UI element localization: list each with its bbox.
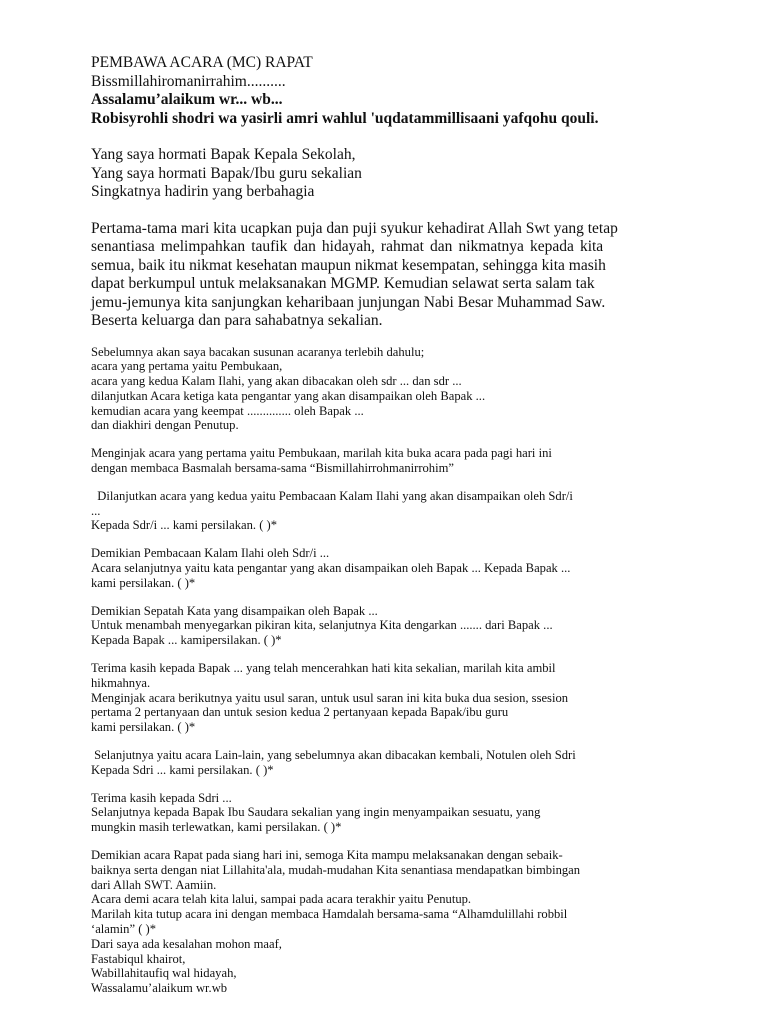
bismillah-line: Bissmillahiromanirrahim..........: [91, 72, 286, 90]
text-line: Fastabiqul khairot,: [91, 951, 186, 966]
kata-pengantar-block: [91, 546, 691, 590]
usul-saran-block: [91, 661, 691, 735]
text-line: mungkin masih terlewatkan, kami persilakan. ( )*: [91, 820, 342, 835]
opening-paragraph: [91, 220, 691, 331]
document-page: [91, 54, 691, 996]
text-line: Wabillahitaufiq wal hidayah,: [91, 966, 237, 981]
text-line: Kepada Sdr/i ... kami persilakan. ( )*: [91, 518, 278, 533]
text-line: Selanjutnya kepada Bapak Ibu Saudara sekalian yang ingin menyampaikan sesuatu, yang: [91, 805, 541, 820]
terima-kasih-block: [91, 791, 691, 835]
greeting-line: Singkatnya hadirin yang berbahagia: [91, 183, 315, 200]
agenda-line: dan diakhiri dengan Penutup.: [91, 418, 239, 433]
text-line: Kepada Sdri ... kami persilakan. ( )*: [91, 762, 274, 777]
text-line: Dilanjutkan acara yang kedua yaitu Pembacaan Kalam Ilahi yang akan disampaikan oleh Sdr/i: [91, 488, 573, 503]
agenda-line: dilanjutkan Acara ketiga kata pengantar yang akan disampaikan oleh Bapak ...: [91, 388, 486, 403]
text-line: Menginjak acara berikutnya yaitu usul saran, untuk usul saran ini kita buka dua sesion, ssesion: [91, 690, 569, 705]
document-title: [91, 54, 691, 128]
text-line: Terima kasih kepada Bapak ... yang telah mencerahkan hati kita sekalian, marilah kita ambil: [91, 661, 556, 676]
text-line: ‘alamin” ( )*: [91, 922, 157, 936]
text-line: dari Allah SWT. Aamiin.: [91, 877, 217, 892]
opening-block: [91, 446, 691, 476]
paragraph-line: dapat berkumpul untuk melaksanakan MGMP. Kemudian selawat serta salam tak: [91, 275, 595, 292]
text-line: kami persilakan. ( )*: [91, 575, 196, 590]
text-line: dengan membaca Basmalah bersama-sama “Bismillahirrohmanirrohim”: [91, 461, 454, 476]
text-line: Untuk menambah menyegarkan pikiran kita, selanjutnya Kita dengarkan ....... dari Bapak ...: [91, 618, 553, 633]
text-line: Demikian Pembacaan Kalam Ilahi oleh Sdr/i ...: [91, 546, 330, 561]
text-line: Demikian Sepatah Kata yang disampaikan oleh Bapak ...: [91, 603, 378, 618]
agenda-line: Sebelumnya akan saya bacakan susunan acaranya terlebih dahulu;: [91, 344, 425, 359]
text-line: ...: [91, 503, 101, 518]
text-line: hikmahnya.: [91, 675, 151, 690]
agenda-line: kemudian acara yang keempat .............. oleh Bapak ...: [91, 403, 364, 418]
text-line: Acara demi acara telah kita lalui, sampai pada acara terakhir yaitu Penutup.: [91, 892, 472, 907]
text-line: Marilah kita tutup acara ini dengan membaca Hamdalah bersama-sama “Alhamdulillahi robbil: [91, 907, 568, 922]
closing-block: [91, 848, 691, 996]
paragraph-line: Pertama-tama mari kita ucapkan puja dan puji syukur kehadirat Allah Swt yang tetap: [91, 219, 618, 237]
text-line: baiknya serta dengan niat Lillahita'ala, mudah-mudahan Kita senantiasa mendapatkan bimbingan: [91, 862, 581, 877]
sepatah-kata-block: [91, 604, 691, 648]
text-line: Dari saya ada kesalahan mohon maaf,: [91, 936, 282, 951]
kalam-ilahi-block: [91, 489, 691, 533]
title-text: PEMBAWA ACARA (MC) RAPAT: [91, 54, 313, 71]
text-line: Terima kasih kepada Sdri ...: [91, 790, 232, 805]
lain-lain-block: [91, 748, 691, 778]
text-line: kami persilakan. ( )*: [91, 720, 196, 735]
agenda-list-block: [91, 345, 691, 434]
text-line: Demikian acara Rapat pada siang hari ini, semoga Kita mampu melaksanakan dengan sebaik-: [91, 848, 563, 863]
text-line: Kepada Bapak ... kamipersilakan. ( )*: [91, 633, 282, 648]
text-line: Menginjak acara yang pertama yaitu Pembukaan, marilah kita buka acara pada pagi hari ini: [91, 446, 552, 461]
greeting-line: Yang saya hormati Bapak Kepala Sekolah,: [91, 146, 356, 163]
agenda-line: acara yang kedua Kalam Ilahi, yang akan dibacakan oleh sdr ... dan sdr ...: [91, 374, 462, 389]
text-line: Wassalamu’alaikum wr.wb: [91, 981, 228, 996]
greetings-block: [91, 146, 691, 202]
text-line: Selanjutnya yaitu acara Lain-lain, yang sebelumnya akan dibacakan kembali, Notulen oleh Sdri: [91, 748, 576, 763]
paragraph-line: jemu-jemunya kita sanjungkan keharibaan junjungan Nabi Besar Muhammad Saw.: [91, 293, 606, 311]
paragraph-line: Beserta keluarga dan para sahabatnya sekalian.: [91, 312, 383, 329]
greeting-line: Yang saya hormati Bapak/Ibu guru sekalian: [91, 164, 362, 182]
agenda-line: acara yang pertama yaitu Pembukaan,: [91, 359, 283, 374]
text-line: pertama 2 pertanyaan dan untuk sesion kedua 2 pertanyaan kepada Bapak/ibu guru: [91, 705, 509, 720]
text-line: Acara selanjutnya yaitu kata pengantar yang akan disampaikan oleh Bapak ... Kepada Bapak ...: [91, 561, 571, 576]
doa-line: Robisyrohli shodri wa yasirli amri wahlul 'uqdatammillisaani yafqohu qouli.: [91, 109, 599, 127]
paragraph-line: semua, baik itu nikmat kesehatan maupun nikmat kesempatan, sehingga kita masih: [91, 256, 606, 274]
salam-line: Assalamu’alaikum wr... wb...: [91, 91, 283, 108]
paragraph-line: senantiasa melimpahkan taufik dan hidayah, rahmat dan nikmatnya kepada kita: [91, 238, 604, 255]
